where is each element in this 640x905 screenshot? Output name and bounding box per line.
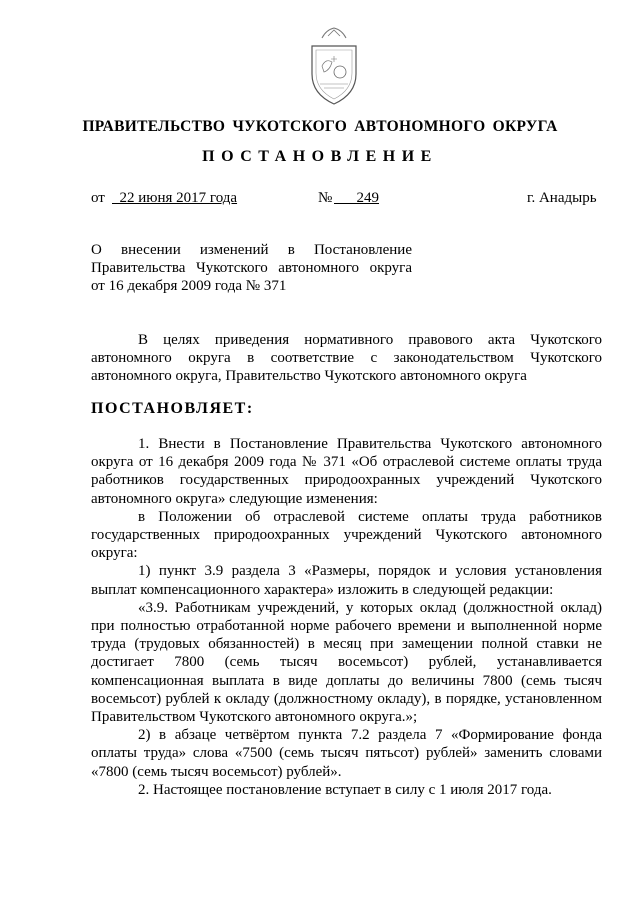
number-label: № (318, 190, 333, 206)
preamble-text: В целях приведения нормативного правового акта Чукотского автономного округа в соответствие с законодательством Чукотского автономного округа, Правительство Чукотского автономного округа (91, 332, 602, 385)
paragraph-2: в Положении об отраслевой системе оплаты труда работников государственных природоохранных учреждений Чукотского автономного округа: (91, 508, 602, 562)
document-date: 22 июня 2017 года (119, 190, 238, 206)
subject-line: от 16 декабря 2009 года № 371 (91, 278, 287, 294)
paragraph-1: 1. Внести в Постановление Правительства Чукотского автономного округа от 16 декабря 2009 года № 371 «Об отраслевой системе оплаты труда работников государственных природоохранных учреждений Чукотского автономного округа» следующие изменения: (91, 436, 602, 507)
paragraph-5: 2) в абзаце четвёртом пункта 7.2 раздела 7 «Формирование фонда оплаты труда» слова «7500 (семь тысяч пятьсот) рублей» заменить словами «7800 (семь тысяч восемьсот) рублей». (91, 727, 602, 780)
paragraph-6: 2. Настоящее постановление вступает в силу с 1 июля 2017 года. (138, 781, 552, 798)
document-number: 249 (356, 190, 379, 206)
preamble (91, 331, 602, 386)
document-body (91, 435, 602, 799)
paragraph-3: 1) пункт 3.9 раздела 3 «Размеры, порядок и условия установления выплат компенсационного характера» изложить в следующей редакции: (91, 563, 602, 598)
document-type: ПОСТАНОВЛЕНИЕ (202, 148, 438, 165)
document-subject (91, 241, 412, 295)
coat-of-arms-emblem (302, 26, 366, 106)
subject-line: О внесении изменений в Постановление (91, 242, 412, 258)
paragraph-4: «3.9. Работникам учреждений, у которых оклад (должностной оклад) при полностью отработанной норме рабочего времени и выполненной норме труда (трудовых обязанностей) в месяц при замещении полной ставки не достигает 7800 (семь тысяч восемьсот) рублей, устанавливается компенсационная выплата в виде доплаты до величины 7800 (семь тысяч восемьсот) рублей к окладу (должностному окладу), в порядке, установленном Правительством Чукотского автономного округа.»; (91, 599, 602, 726)
document-city: г. Анадырь (527, 190, 597, 206)
subject-line: Правительства Чукотского автономного округа (91, 260, 412, 276)
decree-word: ПОСТАНОВЛЯЕТ: (91, 400, 254, 417)
government-title: ПРАВИТЕЛЬСТВО ЧУКОТСКОГО АВТОНОМНОГО ОКРУГА (82, 118, 558, 135)
date-label: от (91, 190, 105, 206)
